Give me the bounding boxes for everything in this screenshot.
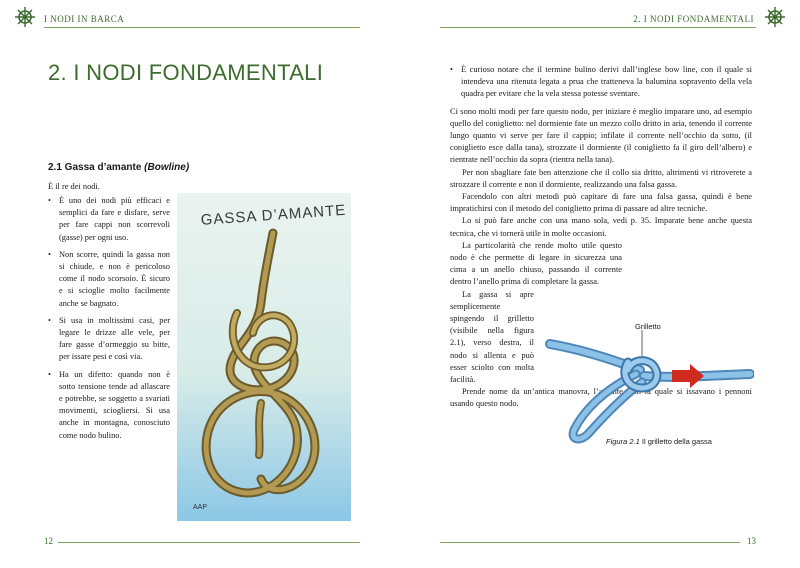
paragraph: Lo si può fare anche con una mano sola, vedi p. 35. Imparate bene anche questa tecnica, che vi tornerà utile in molte occasioni. — [450, 216, 752, 238]
left-bullet-list — [48, 195, 170, 447]
footer-rule-left — [58, 542, 360, 543]
bowline-figure — [544, 330, 754, 450]
running-header-right: 2. I NODI FONDAMENTALI — [633, 14, 754, 24]
paragraph: Per non sbagliare fate ben attenzione che il collo sia dritto, altrimenti vi ritroverete a strozzare il corrente e non il dormiente, realizzando una falsa gassa. — [450, 167, 752, 189]
header-rule-right — [440, 27, 756, 28]
figure-caption: Figura 2.1 Il grilletto della gassa — [606, 437, 712, 446]
ship-wheel-icon — [14, 6, 36, 28]
paragraph: La gassa si apre semplicemente spingendo il grilletto (visibile nella figura 2.1), verso destra, il nodo si allenta e può esser sciolto con molta facilità. — [450, 289, 534, 385]
illustration-lettering: GASSA D’AMANTE — [200, 201, 347, 229]
arrow-right-icon — [672, 364, 704, 388]
section-title: 2.1 Gassa d’amante (Bowline) — [48, 162, 190, 173]
list-item: • Non scorre, quindi la gassa non si chiude, e non è pericoloso come il nodo scorsoio. È sicuro e si scioglie molto facilmente anche se bagnato. — [48, 249, 170, 310]
list-item: • Ha un difetto: quando non è sotto tensione tende ad allascare e potrebbe, se soggetto a svariati movimenti, sciogliersi. Si usa anche in montagna, conosciuto come nodo bulino. — [48, 369, 170, 442]
intro-text: È il re dei nodi. — [48, 182, 100, 191]
page-number-left: 12 — [44, 536, 53, 546]
paragraph: Prende nome da un’antica manovra, l’amante, con la quale si issavano i pennoni usando questo nodo. — [450, 387, 752, 409]
list-item: • Si usa in moltissimi casi, per legare le drizze alle vele, per fare gasse d’ormeggio su bitte, per issare pesi e così via. — [48, 315, 170, 364]
list-item: • È uno dei nodi più efficaci e semplici da fare e disfare, serve per fare cappi non scorrevoli (gasse) per ogni uso. — [48, 195, 170, 244]
paragraph: La particolarità che rende molto utile questo nodo è che permette di legare in sicurezza una cima a un anello chiuso, passando il corrente dentro l’anello prima di completare la gassa. — [450, 240, 622, 287]
page-number-right: 13 — [747, 536, 756, 546]
ship-wheel-icon — [764, 6, 786, 28]
paragraph: Facendolo con altri metodi può capitare di fare una falsa gassa, quindi è bene impratichirsi con il metodo del coniglietto prima di passare ad altre tecniche. — [450, 192, 752, 214]
chapter-title: 2. I NODI FONDAMENTALI — [48, 60, 324, 85]
right-bullet: • È curioso notare che il termine bulino derivi dall’inglese bow line, con il quale si intendeva una ritenuta legata a prua che tratteneva la balumina sopravento della vela quadra per evitare che la vela stessa potesse sventare. — [450, 64, 752, 101]
header-rule-left — [44, 27, 360, 28]
paragraph: Ci sono molti modi per fare questo nodo, per iniziare è meglio imparare uno, ad esempio quello del coniglietto: nel dormiente fate un mezzo collo dritto in aria, tenendo il corrente lungo quanto vi serve per fare il cappio; infilate il corrente nell’occhio da sotto, (il coniglietto esce dalla tana), strozzate il dormiente (il coniglietto fa il giro dell’albero) e rientrate nell’occhio da sopra (rientra nella tana). — [450, 106, 752, 165]
bowline-illustration — [177, 193, 351, 521]
figure-label: Grilletto — [635, 322, 661, 331]
illustration-signature: AAP — [193, 504, 208, 511]
running-header-left: I NODI IN BARCA — [44, 14, 125, 24]
footer-rule-right — [440, 542, 740, 543]
